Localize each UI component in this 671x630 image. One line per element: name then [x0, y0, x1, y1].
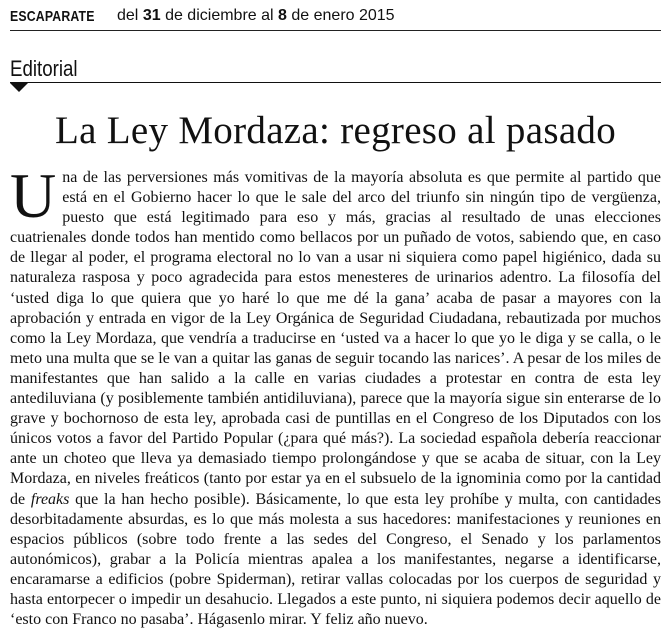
section-label: ESCAPARATE	[10, 8, 95, 25]
dates-day-end: 8	[278, 7, 287, 24]
article-text-2: que la han hecho posible). Básicamente, lo que esta ley prohíbe y multa, con cantidades desorbitadamente absurdas, es lo que más molesta a sus hacedores: manifestaciones y reuniones en espacios públicos (sobre todo frente a las sedes del Congreso, el Senado y los parlamentos autonómicos), grabar a la Policía mientras apalea a los manifestantes, negarse a identificarse, encaramarse a edificios (pobre Spiderman), retirar vallas colocadas por los cuerpos de seguridad y hasta entorpecer o impedir un desahucio. Llegados a este punto, ni siquiera podemos decir aquello de ‘esto con Franco no pasaba’. Hágasenlo mirar. Y feliz año nuevo.	[10, 490, 661, 629]
triangle-marker-icon	[10, 83, 28, 92]
kicker-rule	[10, 82, 661, 83]
dates-mid-2: de enero 2015	[291, 7, 395, 24]
article-body	[10, 160, 661, 630]
page-header	[0, 0, 671, 32]
article-italic-word: freaks	[30, 490, 70, 508]
header-rule	[10, 30, 661, 31]
drop-cap: U	[10, 160, 57, 231]
issue-dates	[117, 7, 395, 25]
kicker-editorial: Editorial	[10, 56, 78, 81]
article-headline: La Ley Mordaza: regreso al pasado	[54, 109, 617, 152]
dates-day-start: 31	[142, 7, 161, 24]
dates-mid-1: de diciembre al	[165, 7, 274, 24]
dates-prefix: del	[117, 7, 139, 24]
article-text-1: na de las perversiones más vomitivas de la mayoría absoluta es que permite al partido que está en el Gobierno hacer lo que le sale del arco del triunfo sin ningún tipo de vergüenza, puesto que está legitimado para eso y más, gracias al resultado de unas elecciones cuatrienales donde todos han mentido como bellacos por un puñado de votos, sabiendo que, en caso de llegar al poder, el programa electoral no lo van a usar ni siquiera como papel higiénico, dada su naturaleza rasposa y poco agradecida para estos menesteres de urinarios adentro. La filosofía del ‘usted diga lo que quiera que yo haré lo que me dé la gana’ acaba de pasar a mayores con la aprobación y entrada en vigor de la Ley Orgánica de Seguridad Ciudadana, rebautizada por muchos como la Ley Mordaza, que vendría a traducirse en ‘usted va a hacer lo que yo le diga y se calla, o le meto una multa que se le van a quitar las ganas de seguir tocando las narices’. A pesar de los miles de manifestantes que han salido a la calle en varias ciudades a protestar en contra de esta ley antediluviana (y posiblemente también antidiluviana), parece que la mayoría sigue sin enterarse de lo grave y bochornoso de esta ley, aprobada casi de puntillas en el Congreso de los Diputados con los únicos votos a favor del Partido Popular (¿para qué más?). La sociedad española debería reaccionar ante un choteo que lleva ya demasiado tiempo prolongándose y que se acaba de situar, con la Ley Mordaza, en niveles freáticos (tanto por estar ya en el subsuelo de la ignominia como por la cantidad de	[10, 169, 661, 508]
